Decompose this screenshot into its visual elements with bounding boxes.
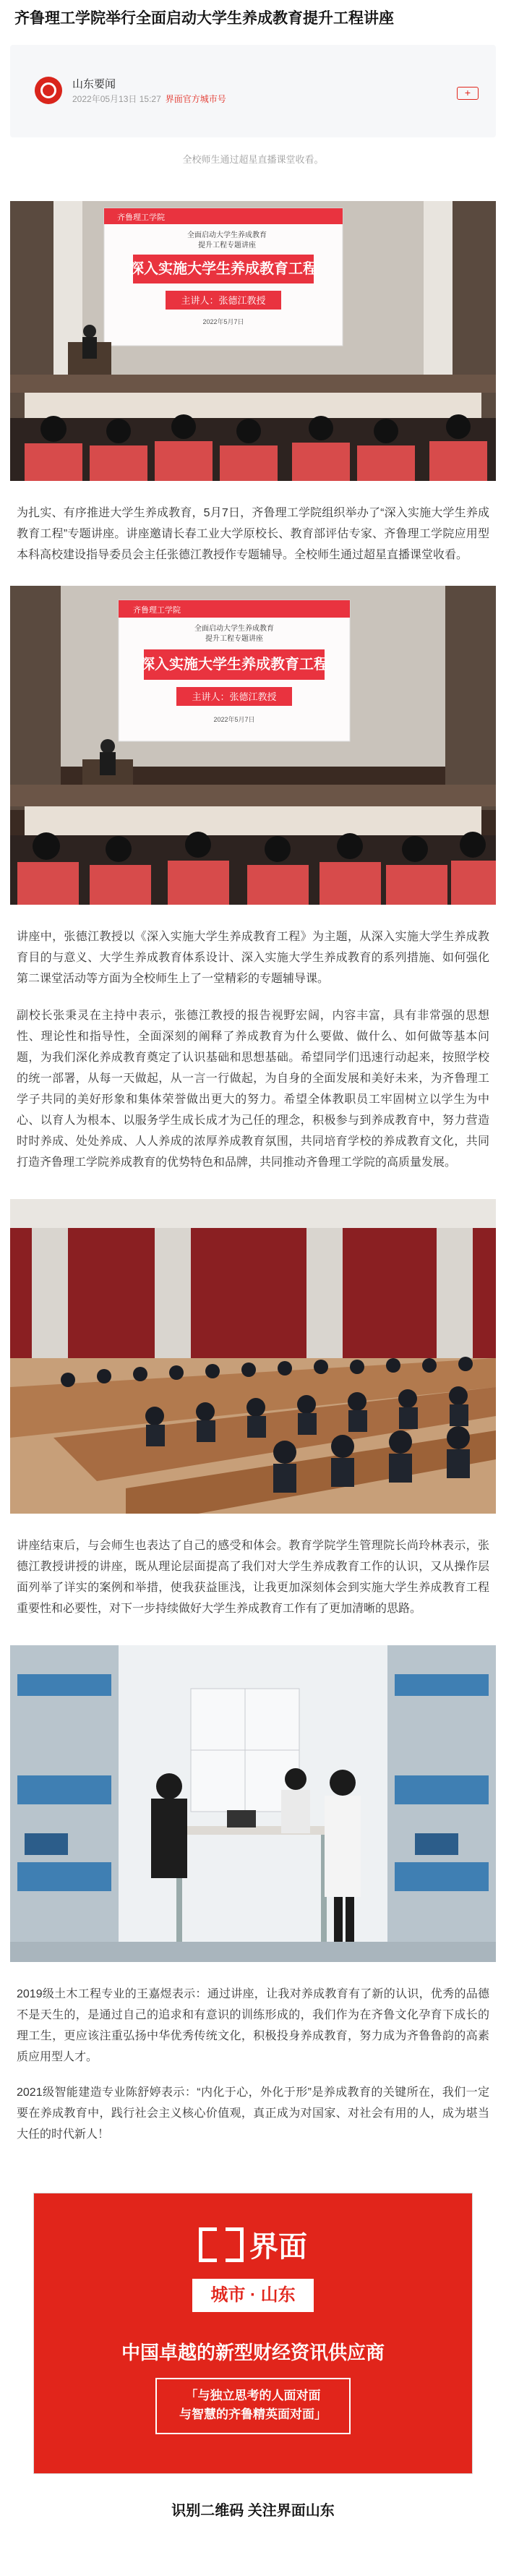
article-title: 齐鲁理工学院举行全面启动大学生养成教育提升工程讲座 xyxy=(14,10,394,27)
slide-line1: 全面启动大学生养成教育 xyxy=(187,231,267,239)
author-avatar[interactable] xyxy=(35,77,62,104)
audience-photo xyxy=(10,1199,496,1514)
slide2-main-title: 深入实施大学生养成教育工程 xyxy=(140,657,328,673)
banner-logo xyxy=(34,2224,472,2265)
paragraph-4: 讲座结束后，与会师生也表达了自己的感受和体会。教育学院学生管理院长尚玲林表示，张德江教授讲授的讲座，既从理论层面提高了我们对大学生养成教育工作的认识，又从操作层面列举了详实的案例和举措，使我获益匪浅，让我更加深刻体会到实施大学生养成教育工程重要性和必要性，对下一步持续做好大学生养成教育工作有了更加清晰的思路。 xyxy=(17,1540,489,1615)
dorm-photo xyxy=(10,1645,496,1962)
follow-button[interactable]: + xyxy=(457,87,479,100)
lecture-photo-1 xyxy=(10,201,496,481)
author-name[interactable]: 山东要闻 xyxy=(72,78,116,90)
slide2-line1: 全面启动大学生养成教育 xyxy=(194,625,274,633)
jiemian-banner[interactable] xyxy=(33,2193,473,2474)
banner-sub-line-1: 「与独立思考的人面对面 xyxy=(185,2389,321,2402)
publish-meta xyxy=(72,93,226,105)
slide-date: 2022年5月7日 xyxy=(202,318,244,325)
jiemian-logo-icon xyxy=(199,2227,244,2262)
top-caption: 全校师生通过超星直播课堂收看。 xyxy=(182,154,324,165)
banner-sub-line-2: 与智慧的齐鲁精英面对面」 xyxy=(179,2407,327,2421)
paragraph-3: 副校长张秉灵在主持中表示，张德江教授的报告视野宏阔，内容丰富，具有非常强的思想性、理论性和指导性，全面深刻的阐释了养成教育为什么要做、做什么、如何做等基本问题，为我们深化养成教育奠定了认识基础和思想基础。希望同学们迅速行动起来，按照学校的统一部署，从每一天做起，从一言一行做起，为自身的全面发展和美好未来，为齐鲁理工学子共同的美好形象和集体荣誉做出更大的努力。希望全体教职员工牢固树立以学生为中心、以育人为根本、以服务学生成长成才为己任的理念，积极参与到养成教育中，努力营造时时养成、处处养成、人人养成的浓厚养成教育氛围，共同培育学校的养成教育文化，共同打造齐鲁理工学院养成教育的优势特色和品牌，共同推动齐鲁理工学院的高质量发展。 xyxy=(17,1010,489,1169)
lecture-photo-2-image xyxy=(10,586,496,905)
publish-date: 2022年05月13日 15:27 xyxy=(72,94,161,104)
paragraph-5: 2019级土木工程专业的王嘉煜表示：通过讲座，让我对养成教育有了新的认识，优秀的品德不是天生的，是通过自己的追求和有意识的训练形成的，我们作为在齐鲁文化孕育下成长的理工生，更应该注重弘扬中华优秀传统文化，积极投身养成教育，努力成为齐鲁鲁韵的高素质应用型人才。 xyxy=(17,1988,489,2063)
avatar-logo-icon xyxy=(40,82,56,98)
slide2-date: 2022年5月7日 xyxy=(213,716,255,723)
banner-city-tag: 城市 · 山东 xyxy=(192,2279,314,2312)
paragraph-6: 2021级智能建造专业陈舒婷表示：“内化于心，外化于形”是养成教育的关键所在，我们一定要在养成教育中，践行社会主义核心价值观，真正成为对国家、对社会有用的人，成为堪当大任的时代新人！ xyxy=(17,2086,489,2141)
paragraph-1: 为扎实、有序推进大学生养成教育，5月7日，齐鲁理工学院组织举办了“深入实施大学生养成教育工程”专题讲座。讲座邀请长春工业大学原校长、教育部评估专家、齐鲁理工学院应用型本科高校建设指导委员会主任张德江教授作专题辅导。全校师生通过超星直播课堂收看。 xyxy=(17,507,489,561)
slide-main-title: 深入实施大学生养成教育工程 xyxy=(129,261,317,277)
author-card[interactable] xyxy=(10,45,496,137)
qr-prompt: 识别二维码 关注界面山东 xyxy=(171,2503,335,2519)
banner-sub-box xyxy=(155,2378,351,2434)
slide2-speaker: 主讲人：张德江教授 xyxy=(192,691,277,702)
slide2-school-name: 齐鲁理工学院 xyxy=(133,606,181,615)
banner-logo-text: 界面 xyxy=(249,2231,307,2263)
lecture-photo-1-image xyxy=(10,201,496,481)
lecture-photo-2 xyxy=(10,586,496,905)
source-label: 界面官方城市号 xyxy=(165,94,226,104)
slide-speaker: 主讲人：张德江教授 xyxy=(181,295,266,306)
audience-photo-image xyxy=(10,1199,496,1514)
slide2-line2: 提升工程专题讲座 xyxy=(205,635,263,643)
banner-slogan: 中国卓越的新型财经资讯供应商 xyxy=(121,2342,385,2363)
dorm-photo-image xyxy=(10,1645,496,1962)
slide-school-name: 齐鲁理工学院 xyxy=(117,213,165,222)
slide-line2: 提升工程专题讲座 xyxy=(198,242,256,250)
paragraph-2: 讲座中，张德江教授以《深入实施大学生养成教育工程》为主题，从深入实施大学生养成教育目的与意义、大学生养成教育体系设计、深入实施大学生养成教育的系列措施、如何强化第二课堂活动等方面为全校师生上了一堂精彩的专题辅导课。 xyxy=(17,931,489,985)
